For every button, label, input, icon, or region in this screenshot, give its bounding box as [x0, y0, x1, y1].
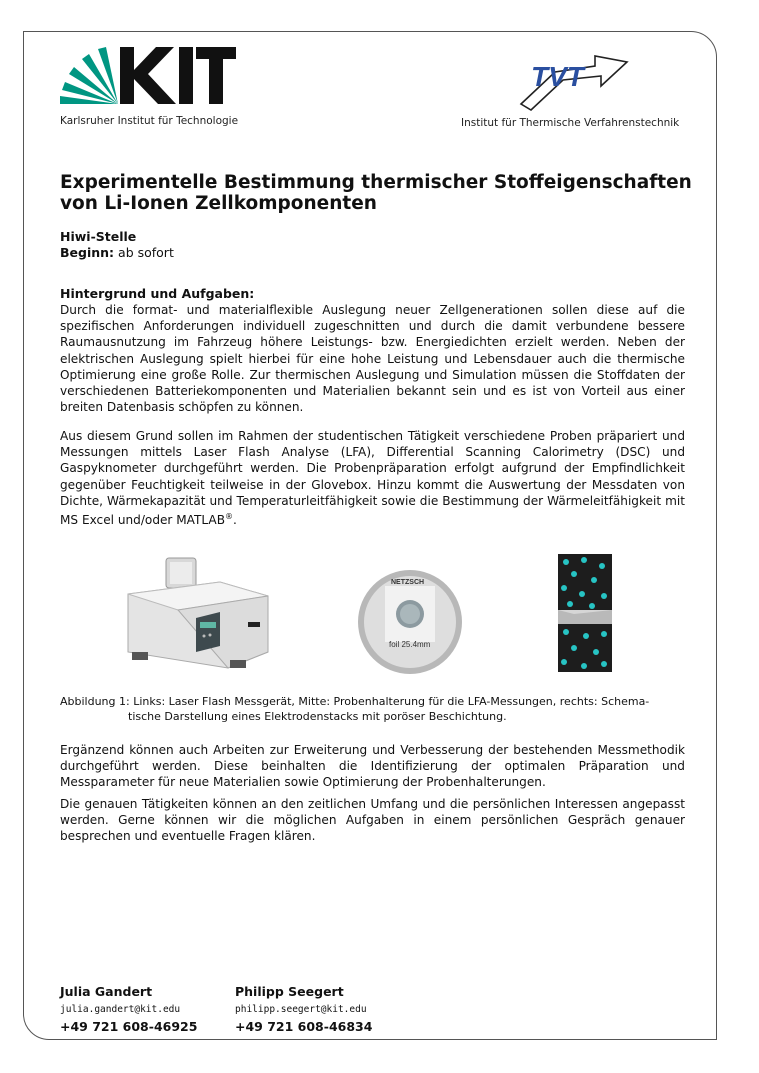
svg-text:KIT: KIT [58, 44, 60, 45]
svg-text:foil 25.4mm: foil 25.4mm [389, 640, 431, 649]
contact-name: Philipp Seegert [235, 984, 344, 999]
contact-email[interactable]: philipp.seegert@kit.edu [235, 1004, 367, 1015]
paragraph-background: Durch die format- und materialflexible Auslegung neuer Zellgenerationen sollen diese auf die spezifischen Anforderungen individuell zugeschnitten und durch die damit verbundene bessere Raumausnutzung im Fahrzeug höhere Leistungs- bzw. Energiedichten erzielt werden. Neben der elektrischen Auslegung spielt hierbei für eine hohe Leistung und Lebensdauer auch die thermische Optimierung eine große Rolle. Zur thermischen Auslegung und Simulation müssen die Stoffdaten der verschiedenen Batteriekomponenten und Materialien bekannt sein und es ist von Vorteil aus einer breiten Datenbasis schöpfen zu können. [60, 303, 685, 415]
contact-phone: +49 721 608-46925 [60, 1019, 198, 1034]
contact-email[interactable]: julia.gandert@kit.edu [60, 1004, 181, 1015]
contact-phone: +49 721 608-46834 [235, 1019, 373, 1034]
paragraph-tasks [60, 428, 685, 528]
sample-holder-image [355, 568, 465, 676]
paragraph-tasks-end: . [233, 513, 237, 528]
figure-caption [60, 694, 688, 724]
contact-julia [60, 984, 197, 1034]
tvt-subtitle: Institut für Thermische Verfahrenstechnik [461, 117, 680, 129]
section-heading: Hintergrund und Aufgaben: [60, 286, 255, 301]
svg-text:TVT: TVT [531, 61, 584, 92]
registered-mark: ® [225, 512, 233, 522]
paragraph-scope: Die genauen Tätigkeiten können an den zeitlichen Umfang und die persönlichen Interessen angepasst werden. Gerne können wir die möglichen Aufgaben in einem persönlichen Gespräch genauer besprechen und eventuelle Fragen klären. [60, 797, 685, 844]
contact-philipp [235, 984, 372, 1034]
position-label: Hiwi-Stelle [60, 229, 137, 244]
kit-logo [58, 44, 236, 114]
paragraph-tasks-text: Aus diesem Grund sollen im Rahmen der studentischen Tätigkeit verschiedene Proben präpariert und Messungen mittels Laser Flash Analyse (LFA), Differential Scanning Calorimetry (DSC) und Gaspyknometer durchgeführt werden. Die Probenpräparation erfolgt aufgrund der Empfindlichkeit gegenüber Feuchtigkeit teilweise in der Glovebox. Hinzu kommt die Auswertung der Messdaten von Dichte, Wärmekapazität und Temperaturleitfähigkeit sowie die Bestimmung der Wärmeleitfähigkeit mit MS Excel und/oder MATLAB [60, 429, 685, 528]
svg-text:NETZSCH: NETZSCH [391, 579, 425, 586]
tvt-logo [515, 44, 633, 112]
start-value: ab sofort [118, 245, 174, 260]
paragraph-extension: Ergänzend können auch Arbeiten zur Erweiterung und Verbesserung der bestehenden Messmethodik durchgeführt werden. Diese beinhalten die Identifizierung der optimalen Präparation und Messparameter für neue Materialien sowie Optimierung der Probenhalterungen. [60, 743, 685, 790]
kit-subtitle: Karlsruher Institut für Technologie [60, 115, 239, 127]
page-title: Experimentelle Bestimmung thermischer Stoffeigenschaften von Li-Ionen Zellkomponenten [60, 172, 692, 214]
contact-name: Julia Gandert [60, 984, 153, 999]
position-meta [60, 229, 174, 261]
figure-caption-line2: tische Darstellung eines Elektrodenstacks mit poröser Beschichtung. [128, 710, 507, 723]
start-label: Beginn: [60, 245, 115, 260]
electrode-stack-image [554, 552, 616, 674]
laser-flash-device-image [120, 556, 272, 674]
figure-caption-line1: Abbildung 1: Links: Laser Flash Messgerät, Mitte: Probenhalterung für die LFA-Messungen, rechts: Schema- [60, 695, 650, 708]
